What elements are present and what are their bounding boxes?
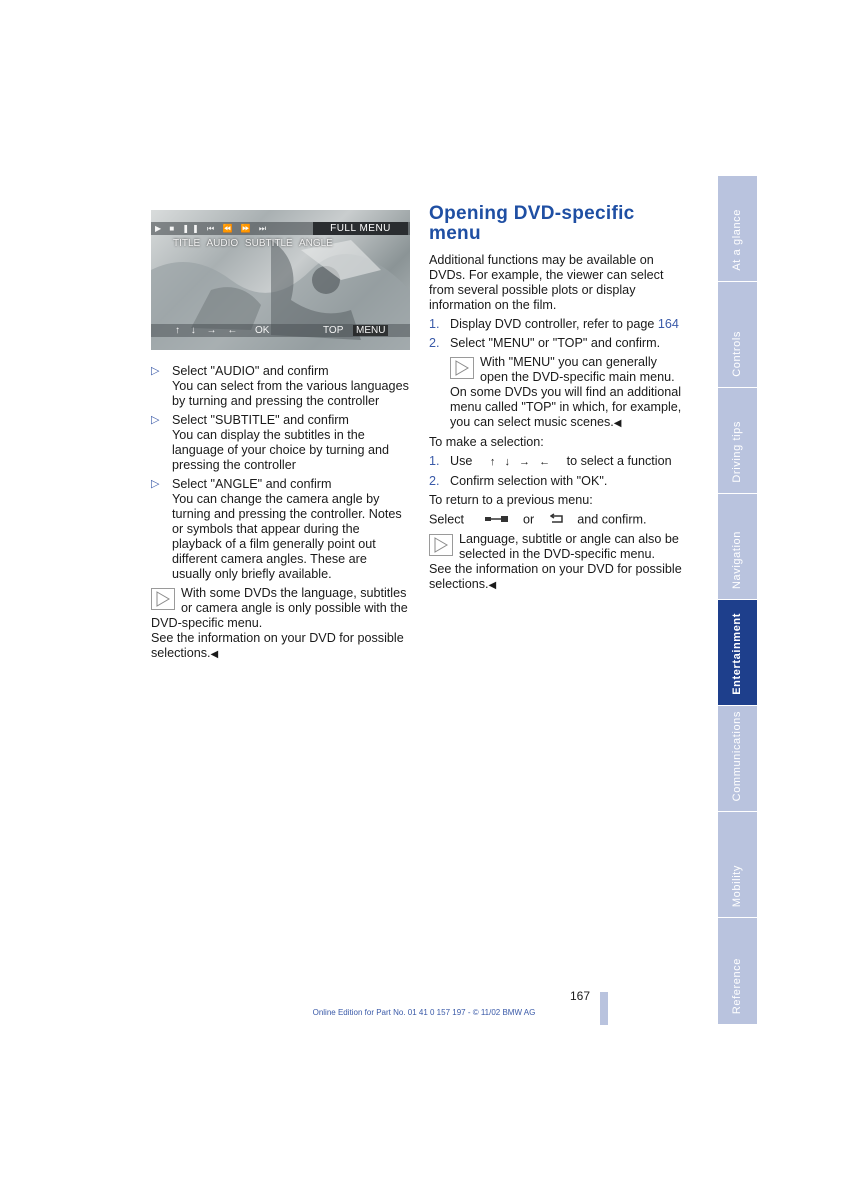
note-icon <box>450 357 474 379</box>
tab-label-wrap <box>718 484 757 589</box>
bullet-detail: You can display the subtitles in the language of your choice by turning and pressing the controller <box>172 428 390 472</box>
bullet-marker: ▷ <box>151 365 160 377</box>
note-text: With "MENU" you can generally open the DVD-specific main menu. On some DVDs you will find an additional menu called "TOP" in which, for example, you can select music scenes. <box>450 355 682 429</box>
screen-menu-button[interactable]: MENU <box>353 325 388 336</box>
tab-label: At a glance <box>731 209 743 271</box>
bullet-subtitle <box>151 413 409 428</box>
right-column <box>429 204 687 593</box>
bullet-marker: ▷ <box>151 414 160 426</box>
end-mark: ◀ <box>210 649 219 660</box>
tab-controls[interactable] <box>718 282 757 388</box>
return-instruction <box>429 512 687 528</box>
bullet-marker: ▷ <box>151 478 160 490</box>
tab-label-wrap <box>718 802 757 907</box>
note-language-menu <box>429 532 687 562</box>
sel-step-2 <box>429 474 687 489</box>
screen-ok-button[interactable]: OK <box>255 325 270 336</box>
step-number: 1. <box>429 454 440 468</box>
step-number: 2. <box>429 474 440 488</box>
tab-label-wrap <box>718 166 757 271</box>
see-info <box>151 631 409 662</box>
step-number: 2. <box>429 336 440 350</box>
screen-option-angle[interactable]: ANGLE <box>298 238 333 249</box>
chapter-tabs <box>718 176 757 1024</box>
see-info-text: See the information on your DVD for possible selections. <box>151 631 404 660</box>
bullet-audio <box>151 364 409 379</box>
full-menu-label[interactable]: FULL MENU <box>313 222 408 235</box>
tab-label: Mobility <box>731 864 743 907</box>
end-mark: ◀ <box>613 418 622 429</box>
page-number: 167 <box>570 989 591 1003</box>
tab-label: Driving tips <box>731 421 743 483</box>
screen-option-row <box>173 238 337 250</box>
step-text: Select "MENU" or "TOP" and confirm. <box>450 336 661 350</box>
screen-option-audio[interactable]: AUDIO <box>206 238 239 249</box>
dvd-screen-illustration <box>151 210 410 350</box>
bullet-text: Select "SUBTITLE" and confirm <box>172 413 349 427</box>
bullet-text: Select "ANGLE" and confirm <box>172 477 332 491</box>
note-language <box>151 586 409 631</box>
step-pre: Use <box>450 454 473 468</box>
screen-top-button[interactable]: TOP <box>323 325 344 336</box>
back-key-icon <box>484 513 510 528</box>
tab-label-wrap <box>718 272 757 377</box>
tab-label-wrap <box>718 696 757 801</box>
step-text: Confirm selection with "OK". <box>450 474 608 488</box>
tab-label-wrap <box>718 908 757 1014</box>
intro-paragraph: Additional functions may be available on DVDs. For example, the viewer can select from several possible plots or display information on the film. <box>429 253 664 312</box>
bullet-detail: You can select from the various languages by turning and pressing the controller <box>172 379 409 408</box>
see-info-text: See the information on your DVD for possible selections. <box>429 562 682 591</box>
tab-label: Controls <box>731 331 743 377</box>
make-selection-label: To make a selection: <box>429 435 544 449</box>
note-icon <box>151 588 175 610</box>
tab-entertainment[interactable] <box>718 600 757 706</box>
bullet-angle <box>151 477 409 492</box>
tab-navigation[interactable] <box>718 494 757 600</box>
playback-controls[interactable]: ▶ ■ ❚❚ ⏮ ⏪ ⏩ ⏭ <box>155 224 270 233</box>
screen-option-subtitle[interactable]: SUBTITLE <box>244 238 293 249</box>
screen-arrow-buttons[interactable]: ↑ ↓ → ← <box>175 325 242 336</box>
page-link[interactable]: 164 <box>657 317 679 331</box>
arrow-keys-icon: ↑ ↓ → ← <box>489 456 554 468</box>
tab-driving-tips[interactable] <box>718 388 757 494</box>
tab-label: Navigation <box>731 531 743 589</box>
step-post: to select a function <box>566 454 672 468</box>
tab-mobility[interactable] <box>718 812 757 918</box>
left-column <box>151 364 409 662</box>
return-or: or <box>523 512 535 527</box>
footer-edition-note: Online Edition for Part No. 01 41 0 157 197 - © 11/02 BMW AG <box>312 1008 536 1017</box>
screen-option-title[interactable]: TITLE <box>173 238 201 249</box>
end-mark: ◀ <box>488 580 497 591</box>
note-menu <box>429 355 687 431</box>
note-icon <box>429 534 453 556</box>
see-info <box>429 562 687 593</box>
return-arrow-icon <box>550 512 566 528</box>
sel-step-1 <box>429 454 687 470</box>
tab-label: Communications <box>731 710 743 801</box>
tab-label: Reference <box>731 957 743 1014</box>
step-number: 1. <box>429 317 440 331</box>
return-select: Select <box>429 512 465 527</box>
tab-label: Entertainment <box>731 613 743 695</box>
return-confirm: and confirm. <box>577 512 647 527</box>
step-1 <box>429 317 687 332</box>
tab-communications[interactable] <box>718 706 757 812</box>
section-heading: Opening DVD-specific menu <box>429 203 635 244</box>
note-text: Language, subtitle or angle can also be selected in the DVD-specific menu. <box>459 532 679 561</box>
tab-label-wrap <box>718 590 757 695</box>
step-2 <box>429 336 687 351</box>
bullet-detail: You can change the camera angle by turning and pressing the controller. Notes or symbols that appear during the playback of a film generally point out different camera angles. These are usually only briefly available. <box>172 492 402 581</box>
tab-at-a-glance[interactable] <box>718 176 757 282</box>
return-label: To return to a previous menu: <box>429 493 593 507</box>
tab-label-wrap <box>718 378 757 483</box>
step-text: Display DVD controller, refer to page <box>450 317 655 331</box>
bullet-text: Select "AUDIO" and confirm <box>172 364 329 378</box>
note-text: With some DVDs the language, subtitles or camera angle is only possible with the DVD-specific menu. <box>151 586 408 630</box>
